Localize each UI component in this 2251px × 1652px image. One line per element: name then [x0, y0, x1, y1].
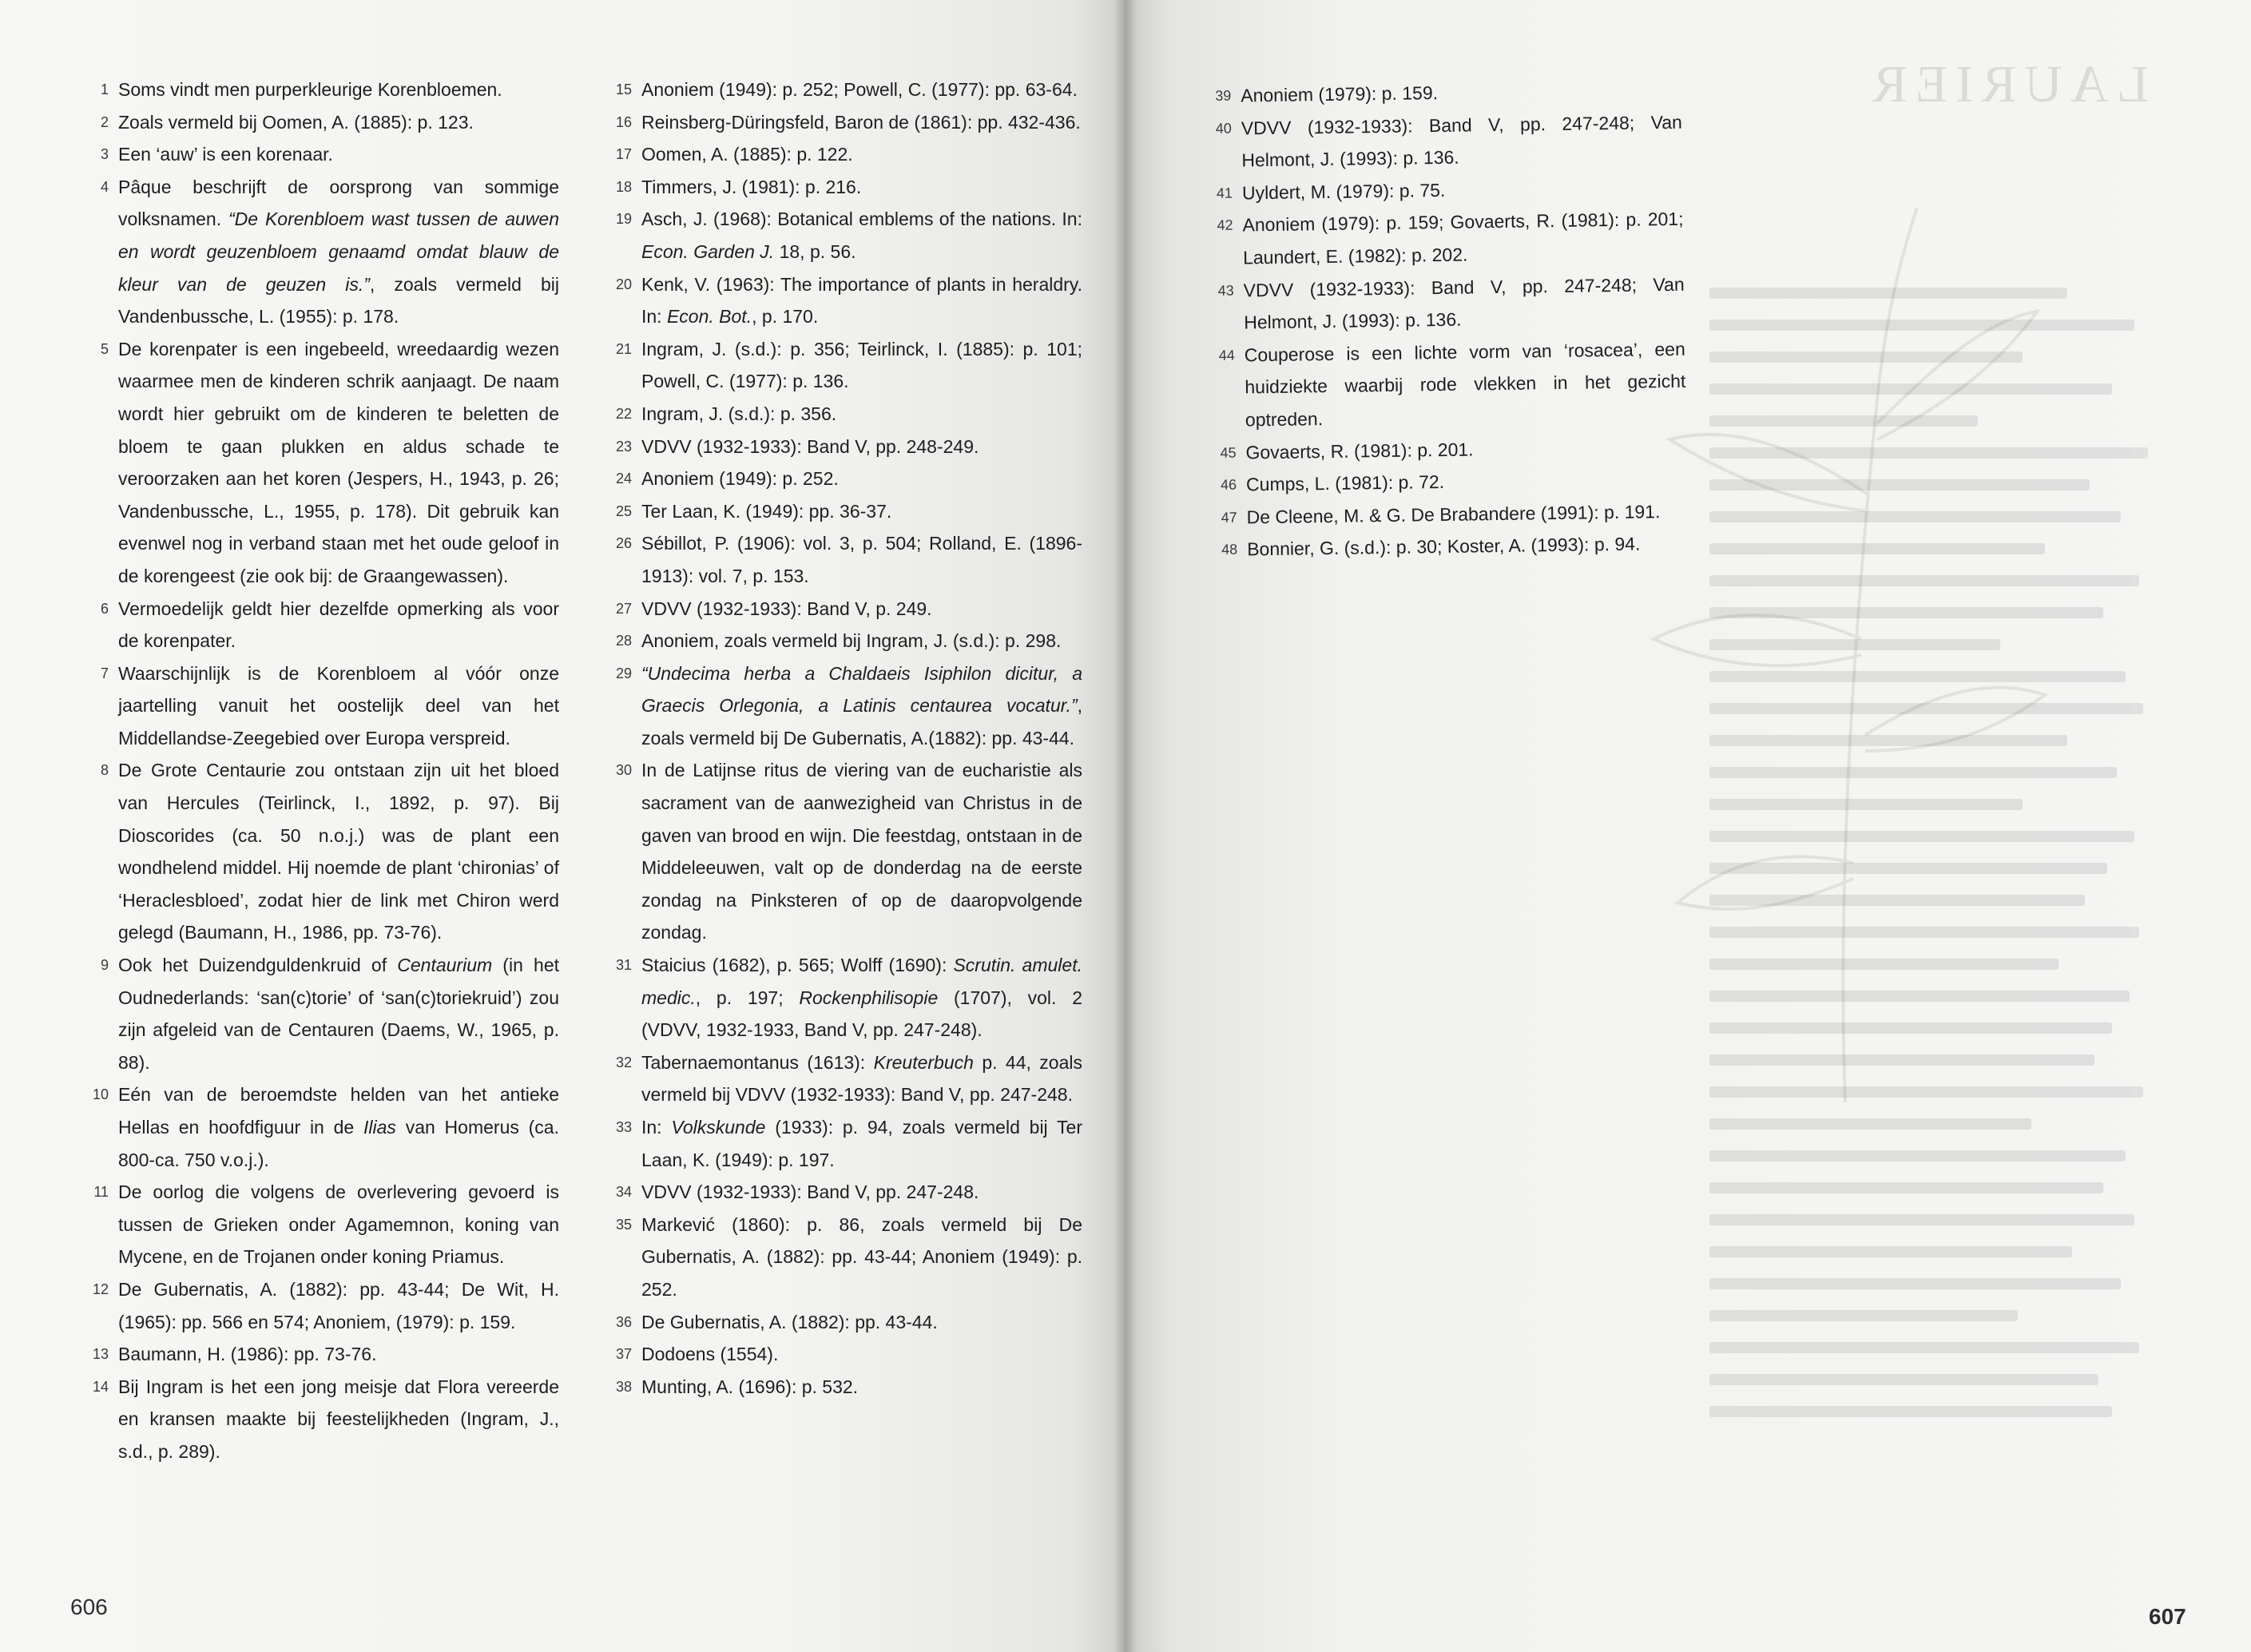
endnote — [611, 1176, 1082, 1209]
endnote — [611, 138, 1082, 171]
endnote-text: Oomen, A. (1885): p. 122. — [641, 144, 853, 165]
endnote-number: 43 — [1217, 282, 1234, 299]
endnote — [1213, 268, 1685, 339]
endnote-text: Dodoens (1554). — [641, 1344, 779, 1365]
endnote-text: Anoniem, zoals vermeld bij Ingram, J. (s.d.): p. 298. — [641, 630, 1062, 652]
endnote-number: 16 — [615, 113, 632, 130]
endnote — [611, 73, 1082, 106]
endnote-number: 28 — [615, 633, 632, 649]
endnote-number: 9 — [100, 957, 109, 974]
endnote-number: 12 — [92, 1281, 109, 1297]
endnote-text: VDVV (1932-1933): Band V, pp. 247-248; Van Helmont, J. (1993): p. 136. — [1241, 111, 1682, 171]
endnote-text: Waarschijnlijk is de Korenbloem al vóór onze jaartelling vanuit het oostelijk deel van het Middellandse-Zeegebied over Europa verspreid. — [118, 662, 559, 749]
endnote — [1217, 527, 1689, 566]
endnote — [611, 657, 1082, 755]
endnote-number: 33 — [615, 1119, 632, 1135]
endnote-number: 41 — [1216, 185, 1233, 201]
endnote-text: Munting, A. (1696): p. 532. — [641, 1376, 859, 1397]
endnote-text: Anoniem (1979): p. 159; Govaerts, R. (1981): p. 201; Laundert, E. (1982): p. 202. — [1242, 208, 1684, 268]
endnote — [1212, 203, 1684, 274]
endnote-number: 21 — [615, 340, 632, 357]
endnote-number: 44 — [1218, 347, 1235, 363]
show-through-illustration — [1638, 160, 2053, 1118]
endnote — [611, 754, 1082, 949]
endnote — [611, 431, 1082, 463]
endnote-number: 39 — [1215, 87, 1232, 104]
endnote-number: 31 — [615, 957, 632, 974]
endnote-text: De korenpater is een ingebeeld, wreedaardig wezen waarmee men de kinderen schrik aanjaagt. De naam wordt hier gebruikt om de kinderen te beletten de bloem te gaan plukken en aldus schade te veroorzaken aan het koren (Jespers, H., 1943, p. 26; Vandenbussche, L., 1955, p. 178). Dit gebruik kan evenwel nog in verband staan met het oude geloof in de korengeest (zie ook bij: de Graangewassen). — [118, 338, 559, 586]
endnote — [88, 949, 559, 1078]
endnote-text: Kenk, V. (1963): The importance of plants in heraldry. In: Econ. Bot., p. 170. — [641, 273, 1082, 328]
endnote — [88, 1273, 559, 1338]
endnote-number: 7 — [100, 665, 109, 681]
endnote-text: Anoniem (1979): p. 159. — [1241, 82, 1439, 106]
endnote-number: 37 — [615, 1346, 632, 1363]
endnote-text: Uyldert, M. (1979): p. 75. — [1241, 179, 1446, 204]
endnote — [611, 1046, 1082, 1111]
endnote — [1214, 332, 1687, 436]
endnote-number: 47 — [1221, 509, 1237, 526]
endnote-number: 5 — [100, 340, 109, 357]
endnote-text: Ingram, J. (s.d.): p. 356; Teirlinck, I. (1885): p. 101; Powell, C. (1977): p. 136. — [641, 338, 1082, 392]
endnote — [611, 625, 1082, 657]
endnote — [611, 1371, 1082, 1404]
endnote-number: 20 — [615, 276, 632, 292]
endnote — [611, 106, 1082, 139]
endnote-text: Zoals vermeld bij Oomen, A. (1885): p. 123. — [118, 111, 474, 133]
endnote-number: 15 — [615, 81, 632, 97]
endnote — [88, 1338, 559, 1371]
endnote-text: Vermoedelijk geldt hier dezelfde opmerking als voor de korenpater. — [118, 598, 559, 652]
endnote-number: 40 — [1215, 120, 1232, 137]
endnote-number: 45 — [1220, 444, 1237, 461]
endnote-text: Eén van de beroemdste helden van het antieke Hellas en hoofdfiguur in de Ilias van Homerus (ca. 800-ca. 750 v.o.j.). — [118, 1084, 559, 1170]
endnote-text: VDVV (1932-1933): Band V, p. 249. — [641, 598, 932, 619]
endnote-text: VDVV (1932-1933): Band V, pp. 247-248; Van Helmont, J. (1993): p. 136. — [1243, 273, 1685, 333]
endnote — [611, 949, 1082, 1046]
endnote — [611, 398, 1082, 431]
endnote-text: Ook het Duizendguldenkruid of Centaurium (in het Oudnederlands: ‘san(c)torie’ of ‘san(c)toriekruid’) zou zijn afgeleid van de Centauren (Daems, W., 1965, p. 88). — [118, 955, 559, 1073]
endnote-text: VDVV (1932-1933): Band V, pp. 248-249. — [641, 435, 979, 457]
endnote-number: 4 — [100, 178, 109, 195]
endnote-number: 2 — [100, 113, 109, 130]
endnote — [88, 754, 559, 949]
endnote — [88, 1176, 559, 1273]
endnote-text: “Undecima herba a Chaldaeis Isiphilon dicitur, a Graecis Orlegonia, a Latinis centaurea vocatur.”, zoals vermeld bij De Gubernatis, A.(1882): pp. 43-44. — [641, 662, 1082, 749]
endnote-text: In de Latijnse ritus de viering van de eucharistie als sacrament van de aanwezigheid van Christus in de gaven van brood en wijn. Die feestdag, ontstaan in de Middeleeuwen, valt op de donderdag na de eerste zondag na Pinksteren of op de daaropvolgende zondag. — [641, 760, 1082, 943]
endnote-number: 48 — [1221, 541, 1238, 558]
endnote-number: 17 — [615, 146, 632, 163]
endnote-text: Asch, J. (1968): Botanical emblems of the nations. In: Econ. Garden J. 18, p. 56. — [641, 208, 1082, 262]
endnote — [611, 1306, 1082, 1339]
endnote-text: Soms vindt men purperkleurige Korenbloemen. — [118, 79, 502, 100]
endnote-number: 29 — [615, 665, 632, 681]
notes-column-1 — [88, 73, 559, 1468]
endnote-text: De Grote Centaurie zou ontstaan zijn uit het bloed van Hercules (Teirlinck, I., 1892, p. 97). Bij Dioscorides (ca. 50 n.o.j.) was de plant een wondhelend middel. Hij noemde de plant ‘chironias’ of ‘Heraclesbloed’, zodat hier de link met Chiron werd gelegd (Baumann, H., 1986, pp. 73-76). — [118, 760, 559, 943]
endnote-text: Pâque beschrijft de oorsprong van sommige volksnamen. “De Korenbloem wast tussen de auwen en wordt geuzenbloem genaamd omdat blauw de kleur van de geuzen is.”, zoals vermeld bij Vandenbussche, L. (1955): p. 178. — [118, 176, 559, 328]
endnote — [88, 593, 559, 657]
endnote-text: De Gubernatis, A. (1882): pp. 43-44; De Wit, H. (1965): pp. 566 en 574; Anoniem, (1979): p. 159. — [118, 1278, 559, 1332]
endnote-number: 18 — [615, 178, 632, 195]
notes-column-2 — [611, 73, 1082, 1403]
endnote — [88, 171, 559, 333]
endnote-text: Bij Ingram is het een jong meisje dat Flora vereerde en kransen maakte bij feestelijkheden (Ingram, J., s.d., p. 289). — [118, 1376, 559, 1462]
endnote — [611, 333, 1082, 398]
endnote-text: De oorlog die volgens de overlevering gevoerd is tussen de Grieken onder Agamemnon, koning van Mycene, en de Trojanen onder koning Priamus. — [118, 1181, 559, 1268]
endnote-number: 27 — [615, 600, 632, 617]
endnote — [88, 73, 559, 106]
show-through-title: LAURIER — [1864, 55, 2149, 113]
book-gutter — [1114, 0, 1137, 1652]
endnote-number: 19 — [615, 211, 632, 228]
endnote-number: 22 — [615, 405, 632, 422]
endnote-text: Bonnier, G. (s.d.): p. 30; Koster, A. (1993): p. 94. — [1247, 533, 1641, 560]
endnote-number: 34 — [615, 1184, 632, 1201]
endnote-text: In: Volkskunde (1933): p. 94, zoals vermeld bij Ter Laan, K. (1949): p. 197. — [641, 1117, 1082, 1170]
endnote-number: 24 — [615, 471, 632, 487]
endnote-number: 32 — [615, 1054, 632, 1070]
endnote-number: 42 — [1217, 216, 1233, 234]
endnote-text: Reinsberg-Düringsfeld, Baron de (1861): pp. 432-436. — [641, 111, 1081, 133]
endnote — [611, 1209, 1082, 1306]
notes-column-3 — [1210, 73, 1688, 566]
endnote — [88, 1078, 559, 1176]
endnote-text: Ingram, J. (s.d.): p. 356. — [641, 403, 837, 424]
endnote-text: Markević (1860): p. 86, zoals vermeld bij De Gubernatis, A. (1882): pp. 43-44; Anoniem (1949): p. 252. — [641, 1213, 1082, 1300]
endnote-text: Timmers, J. (1981): p. 216. — [641, 176, 862, 197]
endnote — [611, 527, 1082, 592]
endnote — [611, 1111, 1082, 1176]
endnote-text: Cumps, L. (1981): p. 72. — [1245, 471, 1445, 495]
endnote — [88, 106, 559, 139]
endnote-text: Een ‘auw’ is een korenaar. — [118, 144, 333, 165]
endnote-text: De Gubernatis, A. (1882): pp. 43-44. — [641, 1311, 938, 1332]
endnote-number: 23 — [615, 438, 632, 455]
endnote — [88, 138, 559, 171]
endnote-text: Ter Laan, K. (1949): pp. 36-37. — [641, 500, 892, 522]
endnote-text: Tabernaemontanus (1613): Kreuterbuch p. 44, zoals vermeld bij VDVV (1932-1933): Band V, pp. 247-248. — [641, 1051, 1082, 1106]
endnote-text: Sébillot, P. (1906): vol. 3, p. 504; Rolland, E. (1896-1913): vol. 7, p. 153. — [641, 533, 1082, 586]
endnote — [88, 1371, 559, 1468]
endnote — [611, 593, 1082, 625]
endnote-text: VDVV (1932-1933): Band V, pp. 247-248. — [641, 1181, 979, 1203]
endnote-number: 36 — [615, 1313, 632, 1330]
endnote — [611, 463, 1082, 495]
endnote — [88, 657, 559, 755]
endnote-number: 46 — [1220, 476, 1237, 493]
endnote-number: 30 — [615, 762, 632, 779]
page-number-left: 606 — [70, 1594, 108, 1619]
endnote-number: 3 — [100, 146, 109, 163]
endnote — [611, 495, 1082, 528]
endnote — [611, 203, 1082, 268]
page-number-right: 607 — [2149, 1604, 2186, 1629]
endnote-number: 25 — [615, 502, 632, 519]
endnote-number: 8 — [100, 762, 109, 779]
endnote — [611, 1338, 1082, 1371]
endnote — [611, 268, 1082, 333]
endnote-text: Couperose is een lichte vorm van ‘rosacea’, een huidziekte waarbij rode vlekken in het gezicht optreden. — [1244, 338, 1686, 431]
endnote-number: 11 — [93, 1184, 109, 1201]
endnote-text: Anoniem (1949): p. 252; Powell, C. (1977): pp. 63-64. — [641, 79, 1078, 100]
endnote-number: 13 — [92, 1346, 109, 1363]
endnote-number: 14 — [92, 1378, 109, 1395]
endnote-number: 38 — [615, 1378, 632, 1395]
endnote-text: Staicius (1682), p. 565; Wolff (1690): Scrutin. amulet. medic., p. 197; Rockenphilisopie (1707), vol. 2 (VDVV, 1932-1933, Band V, pp. 247-248). — [641, 955, 1082, 1041]
endnote-number: 1 — [100, 81, 109, 97]
endnote-number: 10 — [92, 1086, 109, 1103]
endnote — [611, 171, 1082, 204]
endnote-text: De Cleene, M. & G. De Brabandere (1991): p. 191. — [1246, 500, 1661, 528]
endnote-text: Govaerts, R. (1981): p. 201. — [1245, 438, 1474, 463]
endnote-number: 26 — [615, 535, 632, 552]
endnote-text: Anoniem (1949): p. 252. — [641, 468, 839, 490]
endnote — [1211, 105, 1683, 177]
endnote-text: Baumann, H. (1986): pp. 73-76. — [118, 1344, 377, 1365]
endnote — [88, 333, 559, 593]
endnote-number: 35 — [615, 1216, 632, 1233]
endnote-number: 6 — [100, 600, 109, 617]
